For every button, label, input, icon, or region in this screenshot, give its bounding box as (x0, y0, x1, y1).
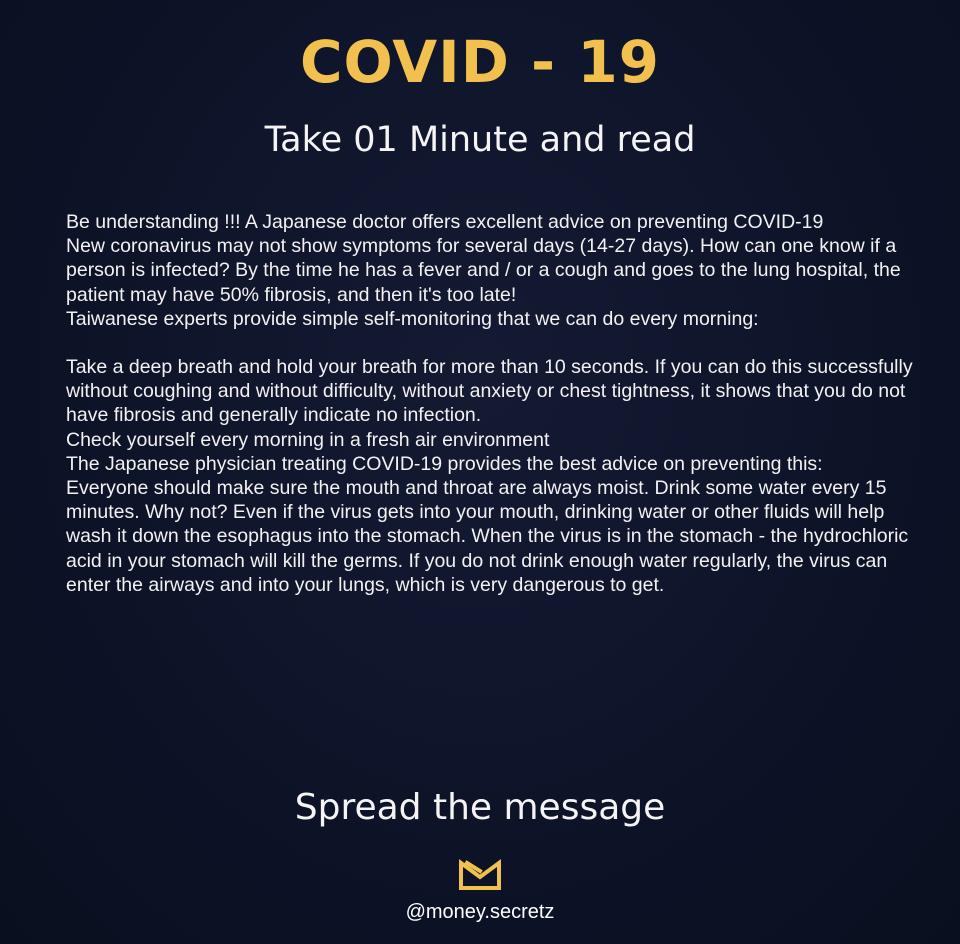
paragraph-check-morning: Check yourself every morning in a fresh air environment (66, 428, 550, 451)
spread-message-heading: Spread the message (294, 787, 666, 828)
paragraph-drink-water: Everyone should make sure the mouth and throat are always moist. Drink some water every 15 minutes. Why not? Even if the virus gets into your mouth, drinking water or other fluids will help wash it down the esophagus into the stomach. When the virus is in the stomach - the hydrochloric acid in your stomach will kill the germs. If you do not drink enough water regularly, the virus can enter the airways and into your lungs, which is very dangerous to get. (66, 477, 909, 596)
money-secretz-logo-icon (457, 858, 503, 892)
paragraph-intro: Be understanding !!! A Japanese doctor offers excellent advice on preventing COVID-19 (66, 211, 824, 233)
paragraph-breath-test: Take a deep breath and hold your breath for more than 10 seconds. If you can do this successfully without coughing and without difficulty, without anxiety or chest tightness, it shows that you do not have fibrosis and generally indicate no infection. (66, 356, 913, 427)
paragraph-spacer (66, 331, 926, 355)
poster-subtitle: Take 01 Minute and read (264, 120, 696, 160)
poster-title: COVID - 19 (299, 28, 661, 96)
paragraph-taiwanese-experts: Taiwanese experts provide simple self-monitoring that we can do every morning: (66, 307, 759, 330)
social-handle: @money.secretz (405, 901, 555, 923)
body-text (66, 210, 926, 597)
paragraph-symptoms: New coronavirus may not show symptoms for several days (14-27 days). How can one know if a person is infected? By the time he has a fever and / or a cough and goes to the lung hospital, the patient may have 50% fibrosis, and then it's too late! (66, 235, 901, 306)
paragraph-japanese-physician: The Japanese physician treating COVID-19 provides the best advice on preventing this: (66, 452, 823, 475)
